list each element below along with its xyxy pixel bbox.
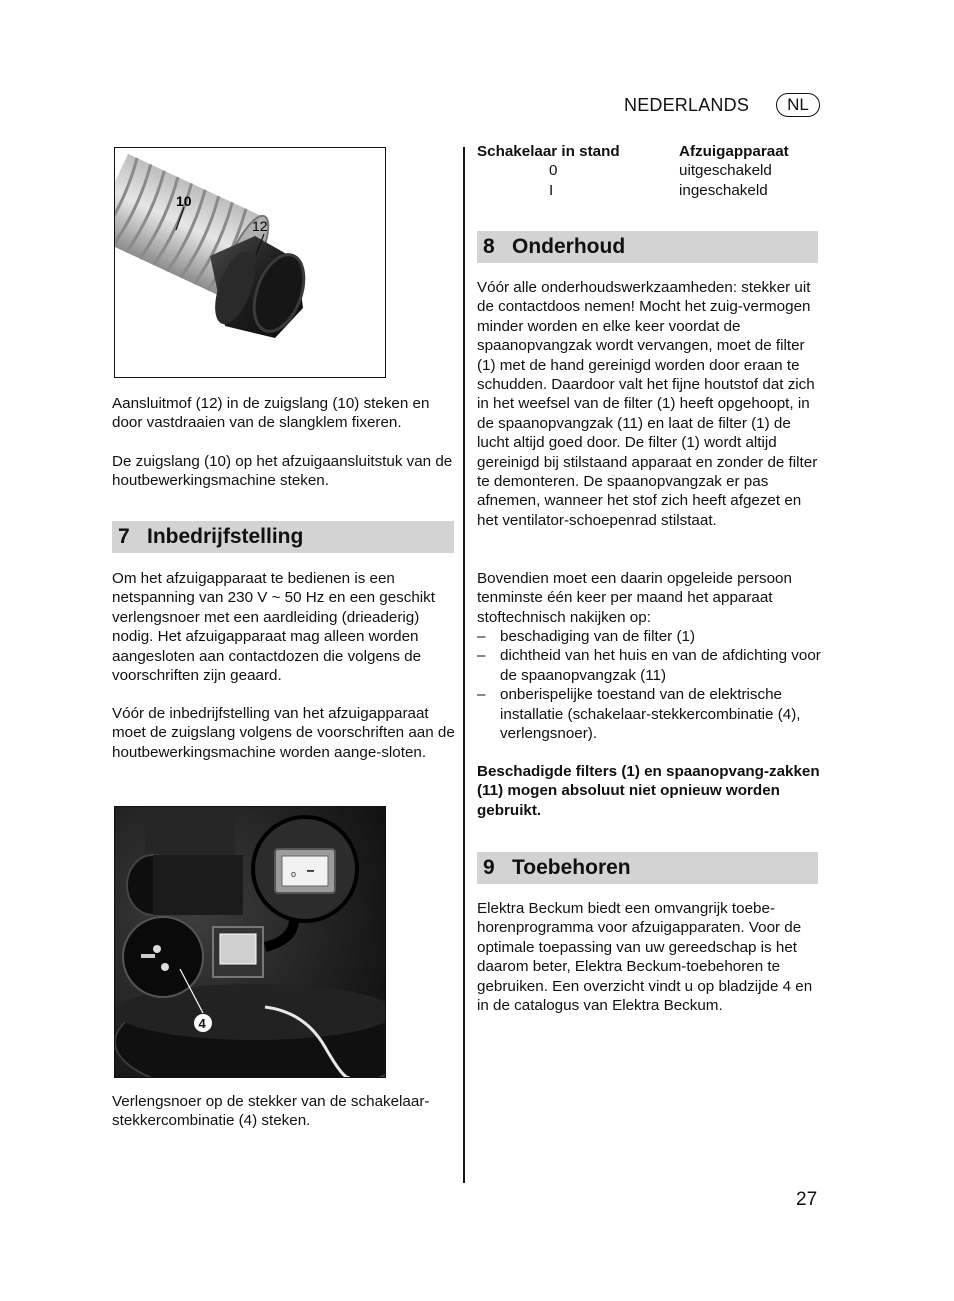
table-header-row — [477, 142, 789, 161]
table-header-device: Afzuigapparaat — [679, 143, 789, 160]
table-cell-state: ingeschakeld — [679, 181, 768, 199]
table-row — [477, 181, 789, 200]
list-item: – beschadiging van de filter (1) — [477, 627, 821, 646]
svg-text:o: o — [291, 869, 297, 879]
column-divider — [463, 147, 465, 1183]
section-number: 9 — [483, 856, 495, 879]
language-label: NEDERLANDS — [624, 95, 750, 115]
paragraph-connect-hose: De zuigslang (10) op het afzuigaansluitstuk van de houtbewerkingsmachine steken. — [112, 453, 453, 490]
paragraph-before-startup: Vóór de inbedrijfstelling van het afzuigapparaat moet de zuigslang volgens de voorschriften aan de houtbewerkingsmachine worden aange-sloten. — [112, 705, 455, 761]
callout-sleeve-label: 12 — [252, 218, 268, 234]
section-title: Onderhoud — [512, 235, 626, 258]
callout-hose-label: 10 — [176, 193, 192, 209]
language-badge: NL — [776, 93, 820, 117]
figure-hose-connection — [114, 147, 386, 378]
warning-damaged-filters: Beschadigde filters (1) en spaanopvang-zakken (11) mogen absoluut niet opnieuw worden gebruikt. — [477, 763, 820, 819]
hose-illustration — [115, 148, 385, 377]
page-number: 27 — [796, 1189, 818, 1210]
paragraph-monthly-inspection: Bovendien moet een daarin opgeleide persoon tenminste één keer per maand het apparaat stoftechnisch nakijken op: — [477, 570, 792, 626]
paragraph-connect-sleeve: Aansluitmof (12) in de zuigslang (10) steken en door vastdraaien van de slangklem fixeren. — [112, 395, 430, 432]
section-heading-8 — [477, 231, 818, 263]
paragraph-maintenance: Vóór alle onderhoudswerkzaamheden: stekker uit de contactdoos nemen! Mocht het zuig-vermogen minder worden en elke keer voordat de spaanopvangzak wordt vervangen, moet de filter (1) met de hand gereinigd worden door eraan te schudden. Daardoor valt het fijne houtstof dat zich in het weefsel van de filter (1) heeft opgehoopt, in de spaanopvangzak (11) en laat de filter (1) de lucht altijd goed door. De filter (1) wordt altijd gereinigd bij stilstaand apparaat en zonder de filter te demonteren. De spaanopvangzak er pas afnemen, wanneer het stof zich heeft afgezet en het ventilator-schoepenrad stilstaat. — [477, 279, 818, 529]
figure-switch-plug — [114, 806, 386, 1078]
table-cell-position: 0 — [549, 162, 558, 180]
table-cell-state: uitgeschakeld — [679, 162, 772, 180]
switch-plug-illustration — [115, 807, 385, 1077]
table-header-switch: Schakelaar in stand — [477, 143, 620, 160]
paragraph-power-requirements: Om het afzuigapparaat te bedienen is een netspanning van 230 V ~ 50 Hz en een geschikt verlengsnoer met een aardleiding (drieaderig) nodig. Het afzuigapparaat mag alleen worden aangesloten aan contactdozen die volgens de voorschriften zijn geaard. — [112, 570, 435, 685]
section-title: Inbedrijfstelling — [147, 525, 304, 548]
table-cell-position: I — [549, 181, 554, 199]
section-heading-7 — [112, 521, 454, 553]
table-row — [477, 161, 789, 180]
switch-position-table — [477, 142, 789, 200]
list-item: – dichtheid van het huis en van de afdichting voor de spaanopvangzak (11) — [477, 646, 821, 685]
paragraph-extension-cord: Verlengsnoer op de stekker van de schakelaar-stekkercombinatie (4) steken. — [112, 1093, 430, 1130]
inspection-checklist — [477, 627, 821, 743]
list-item: – onberispelijke toestand van de elektrische installatie (schakelaar-stekkercombinatie (4), verlengsnoer). — [477, 685, 821, 743]
section-number: 8 — [483, 235, 495, 258]
paragraph-accessories: Elektra Beckum biedt een omvangrijk toebe-horenprogramma voor afzuigapparaten. Voor de optimale toepassing van uw gereedschap is het daarom beter, Elektra Beckum-toebehoren te gebruiken. Een overzicht vindt u op bladzijde 4 en in de catalogus van Elektra Beckum. — [477, 900, 813, 1015]
section-number: 7 — [118, 525, 130, 548]
callout-plug-label: 4 — [198, 1016, 206, 1031]
section-heading-9 — [477, 852, 818, 884]
section-title: Toebehoren — [512, 856, 631, 879]
